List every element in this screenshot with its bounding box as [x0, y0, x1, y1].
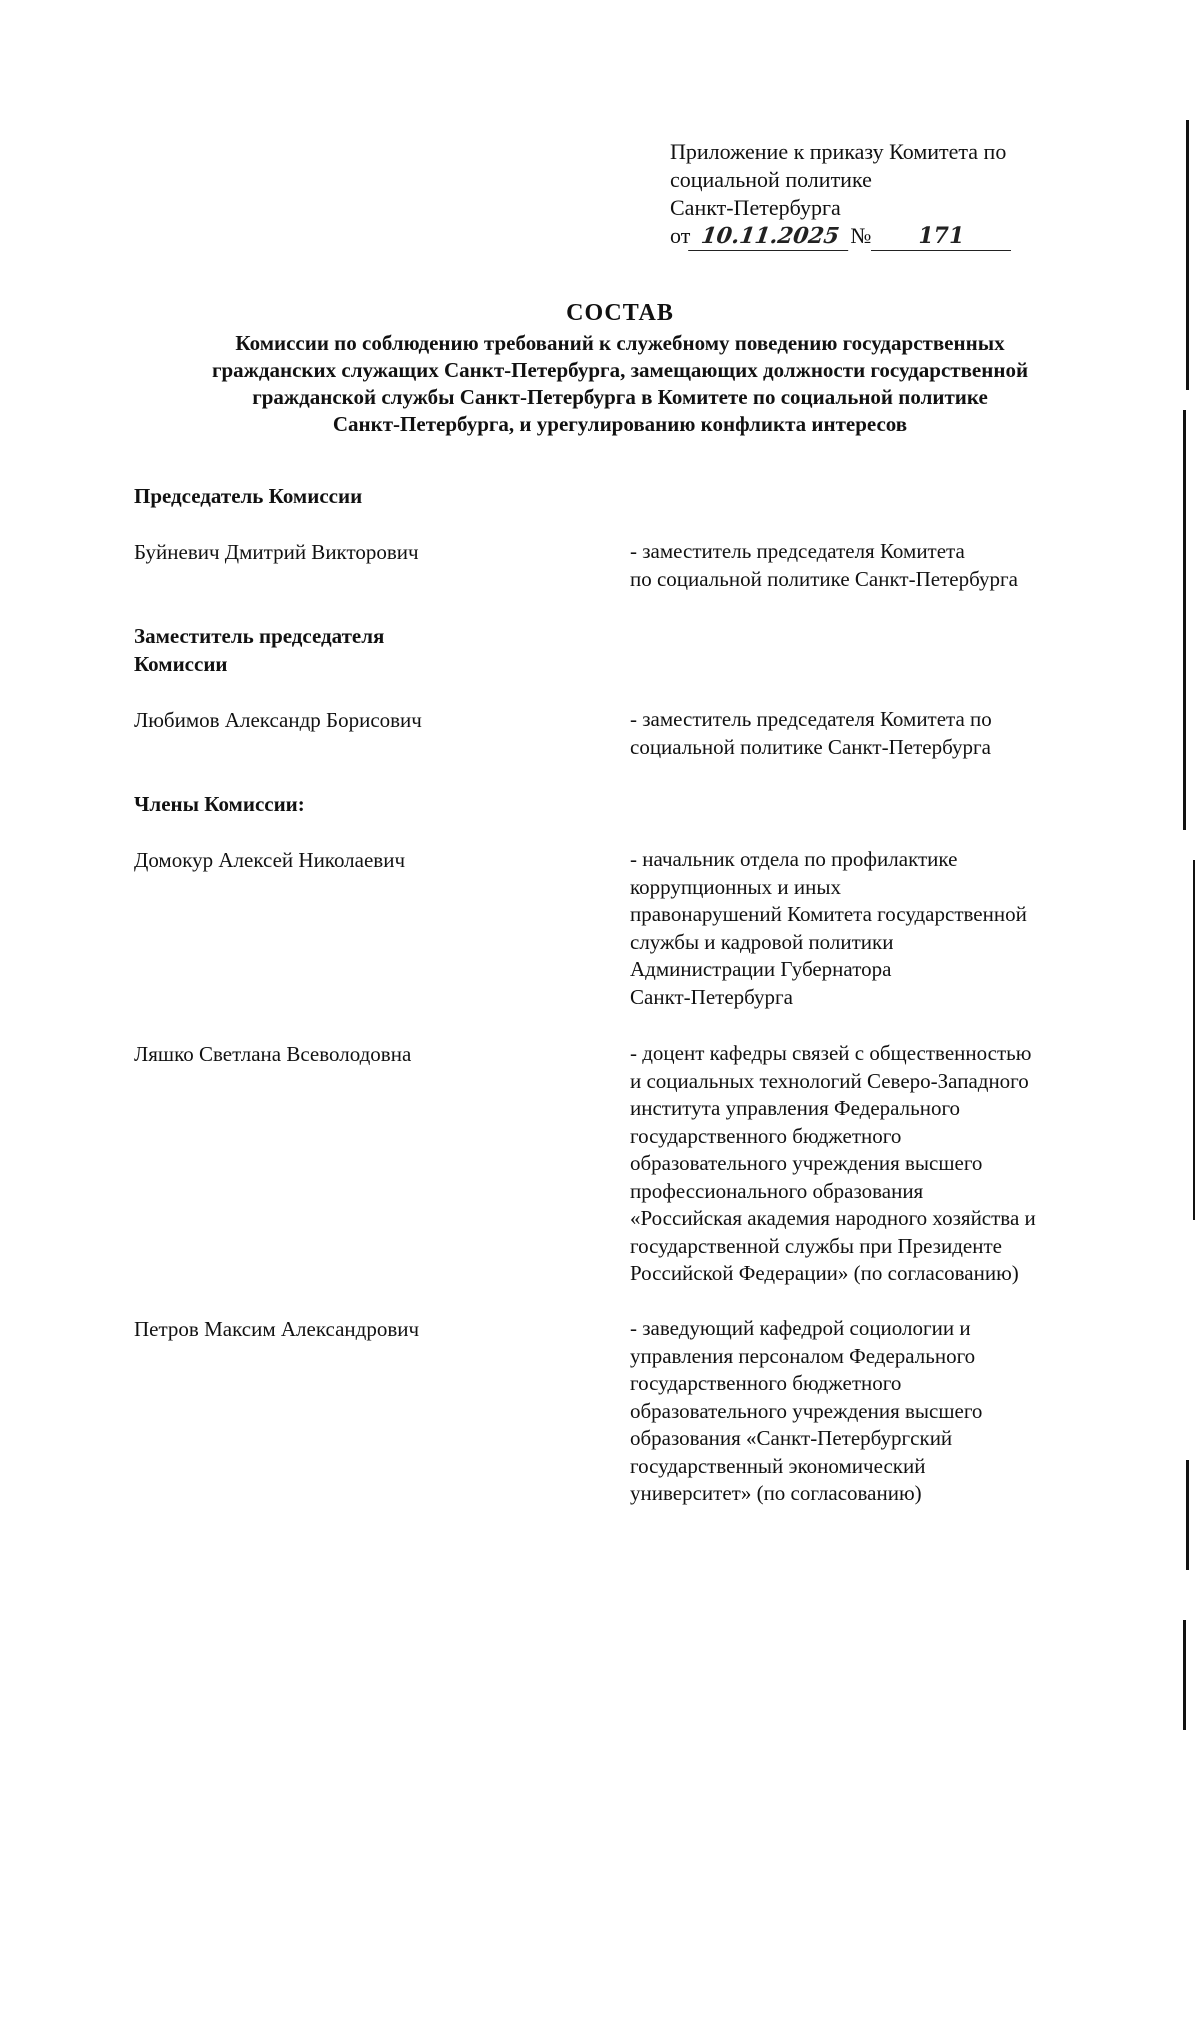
role-line: коррупционных и иных [630, 874, 841, 899]
person-role [630, 846, 1110, 1011]
person-name: Буйневич Дмитрий Викторович [134, 540, 419, 564]
role-line: правонарушений Комитета государственной [630, 902, 1027, 926]
subtitle-line: Комиссии по соблюдению требований к служебному поведению государственных [235, 331, 1005, 355]
role-line: - начальник отдела по профилактике [630, 847, 958, 871]
role-line: образовательного учреждения высшего [630, 1151, 983, 1175]
person-name: Домокур Алексей Николаевич [134, 848, 406, 872]
scan-edge-mark [1183, 410, 1186, 830]
person-role [630, 706, 1110, 761]
role-line: профессионального образования [630, 1178, 924, 1203]
role-line: Российской Федерации» (по согласованию) [630, 1261, 1019, 1285]
appendix-line: Приложение к приказу Комитета по [670, 139, 1007, 164]
person-name: Любимов Александр Борисович [134, 708, 422, 732]
role-line: государственной службы при Президенте [630, 1233, 1002, 1258]
subtitle-line: гражданской службы Санкт-Петербурга в Комитете по социальной политике [252, 385, 988, 409]
scan-edge-mark [1193, 860, 1195, 1220]
role-line: государственного бюджетного [630, 1371, 902, 1395]
person-role [630, 538, 1110, 593]
role-line: образовательного учреждения высшего [630, 1398, 983, 1423]
role-line: - заместитель председателя Комитета [630, 539, 965, 563]
appendix-line: социальной политике [670, 167, 872, 192]
person-role [630, 1040, 1110, 1288]
handwritten-number: 171 [871, 224, 1011, 251]
role-line: образования «Санкт-Петербургский [630, 1426, 953, 1450]
role-line: университет» (по согласованию) [630, 1481, 922, 1505]
subtitle-line: гражданских служащих Санкт-Петербурга, замещающих должности государственной [211, 358, 1029, 382]
person-name: Ляшко Светлана Всеволодовна [134, 1042, 412, 1066]
document-title: СОСТАВ [566, 300, 674, 326]
role-line: государственный экономический [630, 1453, 926, 1478]
document-subtitle [130, 330, 1110, 438]
person-role [630, 1315, 1110, 1508]
role-line: - заместитель председателя Комитета по [630, 707, 992, 731]
role-line: института управления Федерального [630, 1096, 961, 1120]
appendix-line: Санкт-Петербурга [670, 195, 841, 220]
role-line: управления персоналом Федерального [630, 1343, 976, 1368]
role-line: Санкт-Петербурга [630, 984, 793, 1009]
person-name: Петров Максим Александрович [134, 1317, 420, 1341]
role-line: службы и кадровой политики [630, 929, 894, 954]
number-prefix: № [850, 223, 872, 248]
appendix-date-number-row [670, 222, 1110, 251]
role-line: социальной политике Санкт-Петербурга [630, 734, 991, 759]
appendix-reference [670, 138, 1110, 251]
role-line: «Российская академия народного хозяйства и [630, 1206, 1036, 1230]
date-prefix: от [670, 223, 691, 248]
scan-edge-mark [1183, 1620, 1186, 1730]
role-line: и социальных технологий Северо-Западного [630, 1068, 1029, 1093]
handwritten-date: 10.11.2025 [688, 224, 852, 251]
heading-line: Комиссии [134, 652, 228, 676]
role-line: государственного бюджетного [630, 1123, 902, 1148]
role-line: Администрации Губернатора [630, 957, 892, 981]
heading-line: Заместитель председателя [134, 624, 385, 648]
role-line: по социальной политике Санкт-Петербурга [630, 566, 1018, 591]
section-heading-deputy [134, 622, 384, 678]
document-title-block [130, 298, 1110, 438]
role-line: - доцент кафедры связей с общественностью [630, 1041, 1032, 1065]
subtitle-line: Санкт-Петербурга, и урегулированию конфликта интересов [332, 412, 908, 436]
scan-edge-mark [1186, 1460, 1189, 1570]
section-heading-chair: Председатель Комиссии [134, 484, 363, 508]
role-line: - заведующий кафедрой социологии и [630, 1316, 971, 1340]
scan-edge-mark [1186, 120, 1189, 390]
section-heading-members: Члены Комиссии: [134, 792, 305, 816]
